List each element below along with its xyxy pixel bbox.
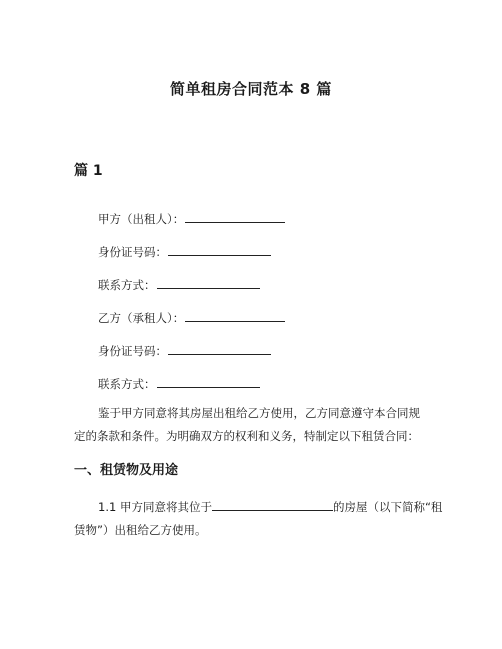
clause-1-1-line-2: 赁物”）出租给乙方使用。 (74, 523, 207, 537)
clause-text-before: 甲方同意将其位于 (119, 500, 212, 514)
lessor-id-field (98, 243, 271, 260)
intro-line-1: 鉴于甲方同意将其房屋出租给乙方使用，乙方同意遵守本合同规 (98, 406, 420, 420)
section-title: 篇 1 (74, 163, 103, 179)
lessee-blank[interactable] (185, 309, 285, 322)
lessor-id-label: 身份证号码： (98, 245, 167, 259)
heading-lease-object: 一、租赁物及用途 (74, 463, 179, 478)
lessee-id-blank[interactable] (168, 342, 271, 355)
lessor-label: 甲方（出租人）： (98, 212, 185, 226)
intro-line-2: 定的条款和条件。为明确双方的权利和义务，特制定以下租赁合同： (74, 429, 419, 443)
lessee-contact-label: 联系方式： (98, 377, 156, 391)
lessor-field (98, 210, 285, 227)
lessor-id-blank[interactable] (168, 243, 271, 256)
lessee-contact-blank[interactable] (157, 375, 260, 388)
document-title: 简单租房合同范本 8 篇 (170, 80, 332, 98)
lessee-id-field (98, 342, 271, 359)
clause-text-after: 的房屋（以下简称“租 (332, 500, 443, 514)
clause-number: 1.1 (98, 500, 117, 514)
lessee-id-label: 身份证号码： (98, 344, 167, 358)
clause-1-1-line-1 (98, 496, 442, 519)
address-blank[interactable] (212, 498, 333, 511)
lessee-contact-field (98, 375, 260, 392)
lessor-contact-blank[interactable] (157, 276, 260, 289)
lessor-contact-label: 联系方式： (98, 278, 156, 292)
lessor-blank[interactable] (185, 210, 285, 223)
lessee-label: 乙方（承租人）： (98, 311, 185, 325)
lessee-field (98, 309, 285, 326)
lessor-contact-field (98, 276, 260, 293)
